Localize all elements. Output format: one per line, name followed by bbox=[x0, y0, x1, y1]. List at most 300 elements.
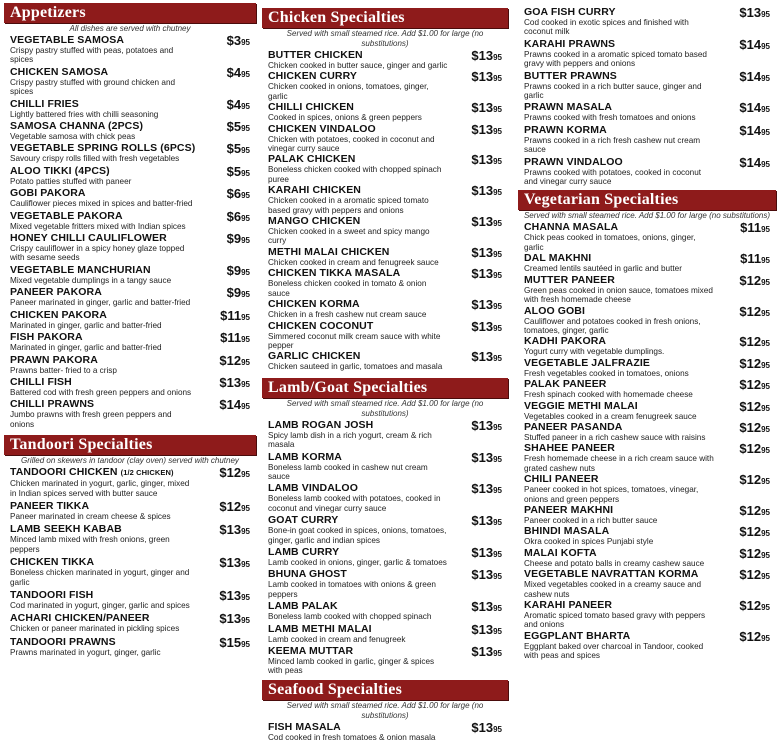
menu-item-price bbox=[219, 589, 250, 605]
menu-item-price-dollars: $14 bbox=[739, 36, 762, 52]
menu-item bbox=[262, 101, 508, 122]
menu-item-price bbox=[219, 500, 250, 516]
menu-item bbox=[4, 466, 256, 498]
menu-item-description: Fresh vegetables cooked in tomatoes, onions bbox=[524, 368, 689, 378]
menu-item-price bbox=[739, 101, 770, 117]
menu-item-description: Spicy lamb dish in a rich yogurt, cream & rich masala bbox=[268, 430, 432, 450]
menu-item-name-text: FISH MASALA bbox=[268, 720, 341, 733]
menu-item-price-cents: 95 bbox=[241, 470, 250, 480]
menu-item bbox=[518, 70, 776, 101]
menu-item-description: Stuffed paneer in a rich cashew sauce with raisins bbox=[524, 432, 706, 442]
menu-item-price bbox=[471, 123, 502, 139]
menu-item-price bbox=[739, 305, 770, 321]
menu-item-price bbox=[227, 142, 250, 158]
menu-item-name-text: KARAHI CHICKEN bbox=[268, 184, 361, 197]
menu-item-price-dollars: $13 bbox=[471, 266, 494, 282]
menu-item-name bbox=[268, 215, 448, 227]
menu-item-description: Simmered coconut milk cream sauce with white pepper bbox=[268, 331, 441, 350]
menu-item-price-cents: 95 bbox=[241, 402, 250, 412]
menu-item-name bbox=[524, 568, 716, 580]
menu-item-description: Marinated in ginger, garlic and batter-fried bbox=[10, 320, 162, 330]
menu-item-price-dollars: $6 bbox=[226, 208, 242, 224]
menu-item-price bbox=[471, 267, 502, 283]
menu-item-name bbox=[268, 623, 448, 635]
menu-item-description: Prawns cooked in a rich fresh cashew nut cream sauce bbox=[524, 135, 701, 155]
menu-item-price-dollars: $13 bbox=[471, 621, 494, 637]
menu-item-name-text: CHICKEN PAKORA bbox=[10, 308, 107, 321]
menu-item-name bbox=[268, 546, 448, 558]
menu-item-price-cents: 95 bbox=[761, 550, 770, 560]
menu-item-description: Cauliflower and potatoes cooked in fresh onions, tomatoes, ginger, garlic bbox=[524, 316, 701, 335]
menu-item-price-cents: 95 bbox=[761, 360, 770, 370]
menu-item-price-dollars: $12 bbox=[739, 419, 762, 435]
menu-item-name bbox=[10, 232, 196, 244]
menu-item bbox=[4, 556, 256, 587]
menu-item-price bbox=[471, 298, 502, 314]
menu-item-price-dollars: $5 bbox=[226, 141, 242, 157]
menu-item-name bbox=[268, 645, 448, 657]
menu-item-name bbox=[10, 523, 196, 535]
menu-item-name-text: GOAT CURRY bbox=[268, 514, 339, 527]
menu-item-name-text: ALOO GOBI bbox=[524, 304, 585, 317]
menu-item-price-dollars: $12 bbox=[219, 465, 242, 481]
menu-item-description: Chicken cooked in cream and fenugreek sauce bbox=[268, 257, 439, 267]
menu-item-price-dollars: $12 bbox=[739, 398, 762, 414]
menu-item-price-dollars: $13 bbox=[471, 214, 494, 230]
menu-item bbox=[518, 547, 776, 568]
menu-item bbox=[4, 309, 256, 330]
menu-item-price-cents: 95 bbox=[241, 124, 250, 134]
menu-item-name bbox=[524, 547, 716, 559]
menu-item-name-text: BHUNA GHOST bbox=[268, 568, 347, 581]
menu-item-price bbox=[739, 630, 770, 646]
menu-item bbox=[262, 184, 508, 215]
menu-item-description: Prawns batter- fried to a crisp bbox=[10, 365, 117, 375]
menu-item bbox=[518, 442, 776, 473]
menu-item-price bbox=[219, 466, 250, 482]
menu-item bbox=[4, 232, 256, 263]
menu-item-name-text: PRAWN MASALA bbox=[524, 101, 613, 114]
menu-item-price-cents: 95 bbox=[493, 422, 502, 432]
menu-item-name bbox=[10, 187, 196, 199]
menu-item-name bbox=[524, 504, 716, 516]
menu-item bbox=[262, 600, 508, 621]
menu-item-name-text: CHANNA MASALA bbox=[524, 221, 619, 234]
menu-item bbox=[262, 514, 508, 545]
menu-column-left bbox=[4, 0, 256, 657]
menu-item-name bbox=[268, 568, 448, 580]
menu-item-price-dollars: $4 bbox=[226, 64, 242, 80]
menu-item-name-text: KADHI PAKORA bbox=[524, 335, 607, 348]
menu-item-name-text: ACHARI CHICKEN/PANEER bbox=[10, 612, 150, 625]
menu-item-price-dollars: $12 bbox=[739, 524, 762, 540]
menu-item-price-cents: 95 bbox=[761, 105, 770, 115]
menu-item-price-dollars: $12 bbox=[739, 334, 762, 350]
menu-item-price bbox=[219, 376, 250, 392]
menu-item-price-dollars: $14 bbox=[739, 122, 762, 138]
menu-item bbox=[518, 335, 776, 356]
menu-item-description: Lamb cooked in onions, ginger, garlic & tomatoes bbox=[268, 557, 447, 567]
menu-item bbox=[518, 378, 776, 399]
menu-item-price-dollars: $4 bbox=[226, 96, 242, 112]
menu-item-description: Prawns cooked with potatoes, cooked in coconut and vinegar curry sauce bbox=[524, 167, 702, 187]
menu-item-price bbox=[219, 556, 250, 572]
menu-item-price bbox=[740, 221, 770, 237]
menu-item-name bbox=[524, 357, 716, 369]
menu-item-price bbox=[471, 419, 502, 435]
menu-item-price-cents: 95 bbox=[761, 159, 770, 169]
menu-item bbox=[262, 546, 508, 567]
menu-item-price-cents: 95 bbox=[493, 188, 502, 198]
menu-item bbox=[518, 305, 776, 336]
menu-item-price bbox=[739, 335, 770, 351]
menu-item-price-cents: 95 bbox=[241, 503, 250, 513]
menu-item-price bbox=[471, 600, 502, 616]
menu-item-price-cents: 95 bbox=[761, 477, 770, 487]
menu-item-name bbox=[268, 451, 448, 463]
menu-item-price bbox=[227, 210, 250, 226]
menu-item-price-cents: 95 bbox=[761, 41, 770, 51]
menu-item-name bbox=[268, 320, 448, 332]
menu-item-price-cents: 95 bbox=[761, 424, 770, 434]
menu-item-name bbox=[10, 165, 196, 177]
menu-item-name bbox=[10, 34, 196, 46]
menu-item-name-text: CHICKEN TIKKA MASALA bbox=[268, 267, 401, 280]
section-title-lamb: Lamb/Goat Specialties bbox=[262, 378, 508, 398]
menu-item-price-dollars: $12 bbox=[739, 545, 762, 561]
menu-item-price-cents: 95 bbox=[761, 603, 770, 612]
menu-item-price bbox=[739, 504, 770, 520]
menu-item-price-dollars: $13 bbox=[219, 555, 242, 571]
menu-item-name bbox=[524, 378, 716, 390]
section-title-appetizers: Appetizers bbox=[4, 3, 256, 23]
menu-item-name-text: VEGETABLE SPRING ROLLS (6PCS) bbox=[10, 142, 196, 155]
menu-item-price-cents: 95 bbox=[493, 105, 502, 115]
menu-item-description: Chicken cooked in onions, tomatoes, ginger, garlic bbox=[268, 82, 429, 101]
menu-item-name bbox=[10, 98, 196, 110]
menu-item-name-text: CHICKEN TIKKA bbox=[10, 556, 95, 569]
menu-item-name-text: VEGETABLE JALFRAZIE bbox=[524, 356, 650, 369]
section-title-seafood: Seafood Specialties bbox=[262, 680, 508, 700]
menu-item-description: Potato patties stuffed with paneer bbox=[10, 176, 132, 186]
menu-item bbox=[262, 49, 508, 70]
menu-item-price bbox=[739, 547, 770, 563]
menu-item-price-cents: 95 bbox=[241, 527, 250, 537]
menu-item-price-cents: 95 bbox=[241, 101, 250, 111]
menu-item-description: Boneless lamb cooked in cashew nut cream sauce bbox=[268, 462, 428, 481]
menu-item-name bbox=[268, 153, 448, 165]
menu-item-price-cents: 95 bbox=[761, 507, 770, 517]
menu-item-price bbox=[227, 264, 250, 280]
menu-list-lamb bbox=[262, 419, 508, 676]
menu-item-name-text: PANEER MAKHNI bbox=[524, 503, 614, 516]
menu-item-name-text: PANEER PASANDA bbox=[524, 420, 623, 433]
menu-item-portion: (1/2 CHICKEN) bbox=[120, 468, 174, 478]
menu-item-price bbox=[219, 636, 250, 652]
menu-item-price bbox=[471, 350, 502, 366]
menu-item-price-cents: 95 bbox=[493, 454, 502, 464]
menu-item-price bbox=[471, 184, 502, 200]
menu-item-price bbox=[220, 309, 250, 325]
menu-item-price-dollars: $3 bbox=[226, 33, 242, 48]
menu-item-name bbox=[268, 419, 448, 431]
menu-column-middle bbox=[262, 0, 508, 742]
menu-list-seafood bbox=[262, 721, 508, 742]
menu-item-price-cents: 95 bbox=[241, 290, 250, 300]
menu-item bbox=[4, 500, 256, 521]
section-title-vegetarian: Vegetarian Specialties bbox=[518, 190, 776, 210]
menu-item-price bbox=[471, 246, 502, 262]
menu-item-price-cents: 95 bbox=[761, 10, 770, 19]
menu-item-price-cents: 95 bbox=[761, 572, 770, 582]
menu-item-name-text: MANGO CHICKEN bbox=[268, 215, 361, 228]
menu-item-price bbox=[739, 599, 770, 615]
menu-item-price-dollars: $12 bbox=[739, 441, 762, 457]
menu-item-name bbox=[10, 66, 196, 78]
menu-item bbox=[4, 120, 256, 141]
menu-item-price-dollars: $13 bbox=[471, 349, 494, 365]
menu-item-price bbox=[739, 378, 770, 394]
menu-item bbox=[4, 354, 256, 375]
menu-item-price-dollars: $12 bbox=[739, 272, 762, 288]
menu-item-price bbox=[739, 6, 770, 22]
menu-item-name-text: VEGETABLE PAKORA bbox=[10, 209, 123, 222]
menu-item bbox=[4, 286, 256, 307]
menu-item bbox=[4, 165, 256, 186]
menu-item-price-cents: 95 bbox=[241, 213, 250, 223]
menu-item-price-dollars: $14 bbox=[739, 100, 762, 116]
menu-item bbox=[518, 630, 776, 661]
menu-item-price-dollars: $9 bbox=[226, 231, 242, 247]
menu-item-price-cents: 95 bbox=[241, 592, 250, 602]
menu-item-price-dollars: $5 bbox=[226, 163, 242, 179]
menu-item-price-dollars: $11 bbox=[220, 307, 242, 323]
menu-item-price bbox=[227, 34, 250, 50]
menu-item-name bbox=[10, 612, 196, 624]
menu-item-price bbox=[471, 153, 502, 169]
menu-item-name-text: SAMOSA CHANNA (2PCS) bbox=[10, 120, 144, 133]
section-title-chicken: Chicken Specialties bbox=[262, 8, 508, 28]
menu-item-price-cents: 95 bbox=[241, 560, 250, 570]
menu-item bbox=[4, 398, 256, 429]
menu-item-name-text: VEGGIE METHI MALAI bbox=[524, 399, 638, 412]
menu-item-price-dollars: $14 bbox=[219, 397, 242, 413]
menu-item-name-text: LAMB METHI MALAI bbox=[268, 622, 372, 635]
menu-item-name-text: TANDOORI PRAWNS bbox=[10, 635, 116, 648]
menu-item-price-dollars: $13 bbox=[471, 513, 494, 529]
menu-item-price bbox=[227, 286, 250, 302]
menu-item-price-cents: 95 bbox=[241, 168, 250, 178]
menu-item bbox=[4, 210, 256, 231]
menu-item-name bbox=[524, 599, 716, 611]
menu-item-price bbox=[471, 623, 502, 639]
menu-item-name bbox=[524, 473, 716, 485]
menu-item-name bbox=[268, 101, 448, 113]
menu-item-name bbox=[10, 142, 196, 154]
menu-item-price-dollars: $13 bbox=[471, 121, 494, 137]
menu-item-name bbox=[524, 525, 716, 537]
menu-item-name-text: MUTTER PANEER bbox=[524, 273, 615, 286]
menu-item-description: Boneless chicken cooked in tomato & onion sauce bbox=[268, 279, 427, 298]
menu-item bbox=[262, 623, 508, 644]
menu-item-price bbox=[739, 274, 770, 290]
menu-item-price bbox=[739, 525, 770, 541]
menu-item-description: Cod cooked in fresh tomatoes & onion masala bbox=[268, 732, 436, 742]
menu-item-name-text: SHAHEE PANEER bbox=[524, 442, 615, 455]
menu-item-name bbox=[524, 421, 716, 433]
menu-item bbox=[262, 350, 508, 371]
menu-item-name-text: GOA FISH CURRY bbox=[524, 6, 616, 18]
menu-item-price-cents: 95 bbox=[493, 126, 502, 136]
menu-item-name bbox=[524, 70, 716, 82]
menu-item-description: Fresh spinach cooked with homemade cheese bbox=[524, 390, 693, 400]
menu-item-price-cents: 95 bbox=[493, 302, 502, 312]
menu-item-price-cents: 95 bbox=[493, 53, 502, 62]
menu-item-name-text: BHINDI MASALA bbox=[524, 525, 610, 538]
menu-item-name bbox=[268, 123, 448, 135]
menu-item bbox=[262, 215, 508, 246]
menu-item-price bbox=[739, 421, 770, 437]
menu-item bbox=[518, 421, 776, 442]
menu-item-name bbox=[524, 101, 716, 113]
menu-item-price-dollars: $14 bbox=[739, 154, 762, 170]
menu-item-price-cents: 95 bbox=[241, 379, 250, 389]
menu-item-price-dollars: $13 bbox=[471, 183, 494, 199]
menu-item-name-text: CHICKEN SAMOSA bbox=[10, 65, 109, 78]
menu-item-price-cents: 95 bbox=[493, 486, 502, 496]
menu-item-name bbox=[10, 309, 196, 321]
menu-item-name-text: PALAK CHICKEN bbox=[268, 153, 356, 166]
menu-item-price-dollars: $14 bbox=[739, 68, 762, 84]
menu-item-description: Okra cooked in spices Punjabi style bbox=[524, 537, 654, 547]
menu-item-price-dollars: $5 bbox=[226, 119, 242, 135]
menu-item bbox=[518, 504, 776, 525]
menu-item-description: Crispy pastry stuffed with ground chicken and spices bbox=[10, 77, 176, 97]
menu-item-name bbox=[524, 252, 716, 264]
menu-item-price-cents: 95 bbox=[241, 236, 250, 246]
menu-item-description: Mixed vegetables cooked in a creamy sauce and cashew nuts bbox=[524, 580, 702, 599]
menu-item-price-cents: 95 bbox=[761, 382, 770, 392]
menu-item-name bbox=[268, 184, 448, 196]
menu-item-name-text: ALOO TIKKI (4PCS) bbox=[10, 164, 110, 177]
menu-item-name bbox=[10, 331, 196, 343]
menu-item bbox=[262, 451, 508, 482]
menu-item bbox=[262, 123, 508, 154]
menu-item-name-text: PANEER TIKKA bbox=[10, 499, 90, 512]
menu-item-description: Crispy cauliflower in a spicy honey glaze topped with sesame seeds bbox=[10, 244, 185, 263]
menu-item-price-cents: 95 bbox=[241, 69, 250, 79]
menu-list-chicken bbox=[262, 49, 508, 372]
menu-item-description: Mixed vegetable fritters mixed with Indian spices bbox=[10, 221, 186, 231]
menu-item-name bbox=[524, 630, 716, 642]
section-note-lamb: Served with small steamed rice. Add $1.00 for large (no substitutions) bbox=[286, 398, 484, 418]
menu-item-description: Cod cooked in exotic spices and finished with coconut milk bbox=[524, 18, 689, 37]
menu-item-price-dollars: $13 bbox=[219, 587, 242, 603]
menu-item-price-dollars: $12 bbox=[739, 567, 762, 583]
menu-item-name-text: LAMB SEEKH KABAB bbox=[10, 523, 122, 536]
menu-item-price-cents: 95 bbox=[241, 267, 250, 277]
menu-item-name bbox=[268, 721, 448, 733]
menu-item-name-text: LAMB CURRY bbox=[268, 545, 340, 558]
section-title-tandoori: Tandoori Specialties bbox=[4, 435, 256, 455]
menu-item bbox=[518, 6, 776, 37]
menu-item-price bbox=[471, 215, 502, 231]
menu-item-price bbox=[219, 354, 250, 370]
menu-item-price-cents: 95 bbox=[493, 323, 502, 333]
menu-item-name bbox=[524, 442, 716, 454]
menu-item-name bbox=[524, 6, 716, 18]
menu-item-price bbox=[227, 120, 250, 136]
menu-item-name bbox=[268, 70, 448, 82]
menu-item-price-dollars: $12 bbox=[739, 472, 762, 488]
menu-item-name bbox=[268, 514, 448, 526]
menu-item-price bbox=[739, 38, 770, 54]
menu-item-description: Chicken sauteed in garlic, tomatoes and masala bbox=[268, 362, 443, 372]
menu-item-price-dollars: $9 bbox=[226, 285, 242, 301]
menu-item-price bbox=[227, 165, 250, 181]
menu-item-price-cents: 95 bbox=[761, 256, 770, 266]
menu-item-name bbox=[524, 156, 716, 168]
menu-item-name-text: EGGPLANT BHARTA bbox=[524, 629, 631, 642]
menu-item-price-dollars: $13 bbox=[471, 449, 494, 465]
menu-item bbox=[518, 599, 776, 630]
menu-item-price-dollars: $6 bbox=[226, 186, 242, 202]
menu-item-price-dollars: $13 bbox=[471, 644, 494, 659]
menu-item-name-text: DAL MAKHNI bbox=[524, 252, 592, 265]
menu-item-price-cents: 95 bbox=[761, 73, 770, 83]
menu-item-price-dollars: $13 bbox=[471, 567, 494, 583]
section-note-chicken: Served with small steamed rice. Add $1.00 for large (no substitutions) bbox=[286, 29, 484, 48]
menu-item-name bbox=[524, 274, 716, 286]
menu-item-description: Bone-in goat cooked in spices, onions, tomatoes, ginger, garlic and indian spices bbox=[268, 526, 447, 545]
menu-item bbox=[4, 589, 256, 610]
menu-item-price bbox=[471, 49, 502, 65]
menu-item-price-dollars: $15 bbox=[219, 634, 242, 650]
menu-item-description: Minced lamb cooked in garlic, ginger & spices with peas bbox=[268, 657, 435, 676]
menu-item-name-text: CHILLI PRAWNS bbox=[10, 398, 95, 411]
menu-item-name bbox=[10, 354, 196, 366]
menu-item-name-text: CHICKEN KORMA bbox=[268, 298, 360, 311]
menu-item-name bbox=[524, 335, 716, 347]
menu-item-price-dollars: $13 bbox=[471, 69, 494, 85]
menu-item-name-text: KEEMA MUTTAR bbox=[268, 645, 354, 657]
menu-item-name-text: KARAHI PRAWNS bbox=[524, 37, 616, 50]
menu-item-name-text: PRAWN KORMA bbox=[524, 123, 607, 136]
menu-item-description: Vegetables cooked in a cream fenugreek sauce bbox=[524, 411, 697, 421]
menu-item-description: Chicken cooked in butter sauce, ginger and garlic bbox=[268, 61, 448, 70]
menu-item-description: Marinated in ginger, garlic and batter-fried bbox=[10, 343, 162, 353]
section-note-seafood: Served with small steamed rice. Add $1.00 for large (no substitutions) bbox=[286, 700, 484, 720]
menu-item-price-cents: 95 bbox=[493, 157, 502, 167]
menu-item-name-text: MALAI KOFTA bbox=[524, 546, 597, 559]
menu-item-name-text: PRAWN PAKORA bbox=[10, 353, 98, 366]
menu-item-price-cents: 95 bbox=[241, 38, 250, 47]
menu-item-price bbox=[227, 66, 250, 82]
menu-item-name-text: PANEER PAKORA bbox=[10, 286, 102, 299]
menu-item-price bbox=[471, 721, 502, 737]
menu-item-price-dollars: $12 bbox=[739, 502, 762, 518]
menu-item-price-dollars: $12 bbox=[739, 598, 762, 613]
menu-item-description: Chick peas cooked in tomatoes, onions, ginger, garlic bbox=[524, 233, 696, 252]
menu-item-name bbox=[268, 482, 448, 494]
menu-item bbox=[518, 525, 776, 546]
menu-item-name-text: CHICKEN CURRY bbox=[268, 70, 357, 83]
menu-item bbox=[262, 482, 508, 513]
menu-item-name-text: CHICKEN VINDALOO bbox=[268, 122, 376, 135]
section-note-tandoori: Grilled on skewers in tandoor (clay oven) served with chutney bbox=[21, 456, 239, 466]
menu-item-name bbox=[10, 636, 196, 648]
menu-item-price-cents: 95 bbox=[761, 529, 770, 539]
